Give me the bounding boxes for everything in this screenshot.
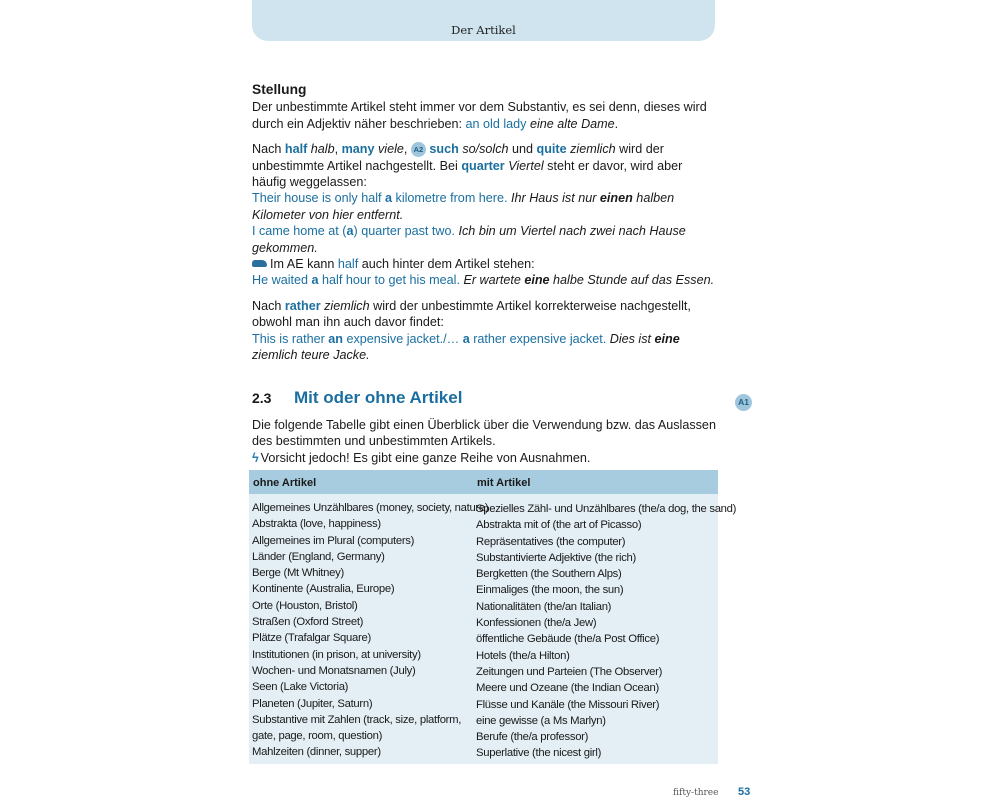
column-ohne-artikel	[252, 500, 488, 761]
table-cell: Berge (Mt Whitney)	[252, 567, 344, 580]
table-cell: Allgemeines im Plural (computers)	[252, 534, 415, 547]
page-number: 53	[738, 786, 751, 798]
table-cell: Straßen (Oxford Street)	[252, 616, 364, 629]
section-title: Mit oder ohne Artikel	[294, 388, 463, 407]
american-english-car-icon	[252, 260, 267, 267]
example-2: I came home at (a) quarter past two.	[252, 224, 456, 239]
chapter-title: Der Artikel	[451, 23, 516, 37]
stellung-heading: Stellung	[252, 82, 307, 97]
warning-line: ϟ Vorsicht jedoch! Es gibt eine ganze Reihe von Ausnahmen.	[252, 450, 591, 465]
table-cell: Plätze (Trafalgar Square)	[252, 632, 371, 645]
section-heading	[252, 388, 718, 408]
example-4: This is rather an expensive jacket./… a rather expensive jacket.	[252, 331, 607, 346]
table-cell: Zeitungen und Parteien (The Observer)	[476, 665, 663, 678]
table-cell: Bergketten (the Southern Alps)	[476, 568, 622, 581]
table-cell: Konfessionen (the/a Jew)	[476, 617, 597, 630]
article-table	[249, 470, 737, 764]
table-cell: Kontinente (Australia, Europe)	[252, 583, 395, 596]
page-number-words: fifty-three	[673, 788, 719, 798]
table-header	[249, 470, 718, 494]
table-cell: Allgemeines Unzählbares (money, society, nature)	[252, 502, 489, 514]
table-cell: Repräsentatives (the computer)	[476, 535, 626, 548]
table-cell: Mahlzeiten (dinner, supper)	[252, 746, 381, 759]
table-cell: Wochen- und Monatsnamen (July)	[252, 664, 416, 677]
table-cell: gate, page, room, question)	[252, 730, 383, 743]
paragraph-1: Der unbestimmte Artikel steht immer vor dem Substantiv, es sei denn, dieses wird durch ein Adjektiv näher beschrieben: an old lady eine alte Dame.	[252, 100, 707, 131]
example-1: Their house is only half a kilometre from here.	[252, 191, 508, 206]
header-ohne-artikel: ohne Artikel	[253, 477, 317, 489]
level-badge-a2: A2	[411, 142, 426, 157]
table-cell: Institutionen (in prison, at university)	[252, 648, 421, 661]
table-cell: Nationalitäten (the/an Italian)	[476, 600, 612, 613]
paragraph-3: Nach rather ziemlich wird der unbestimmte Artikel korrekterweise nachgestellt, obwohl man ihn auch davor findet: This is rather an expensive jacket./… a rather expensive jacket. Dies ist eine ziemlich teure Jacke.	[252, 298, 691, 363]
intro-text: Die folgende Tabelle gibt einen Überblick über die Verwendung bzw. das Auslassen des bestimmten und unbestimmten Artikels.	[252, 418, 716, 449]
table-cell: Hotels (the/a Hilton)	[476, 649, 570, 662]
table-cell: Meere und Ozeane (the Indian Ocean)	[476, 682, 659, 695]
table-cell: Flüsse und Kanäle (the Missouri River)	[476, 698, 660, 711]
table-cell: Spezielles Zähl- und Unzählbares (the/a dog, the sand)	[476, 503, 737, 515]
header-mit-artikel: mit Artikel	[477, 477, 531, 489]
table-cell: Berufe (the/a professor)	[476, 731, 589, 744]
section-number: 2.3	[252, 390, 272, 406]
section-intro	[252, 417, 718, 466]
stellung-section	[252, 82, 718, 373]
table-cell: Länder (England, Germany)	[252, 550, 385, 563]
lightning-icon: ϟ	[252, 450, 259, 465]
column-mit-artikel	[476, 501, 736, 762]
table-cell: Seen (Lake Victoria)	[252, 681, 349, 694]
table-cell: Einmaliges (the moon, the sun)	[476, 584, 624, 597]
chapter-tab	[252, 0, 715, 41]
table-cell: Abstrakta (love, happiness)	[252, 518, 381, 531]
table-cell: Substantivierte Adjektive (the rich)	[476, 551, 636, 564]
table-cell: eine gewisse (a Ms Marlyn)	[476, 714, 606, 727]
table-cell: Planeten (Jupiter, Saturn)	[252, 697, 373, 710]
table-cell: Superlative (the nicest girl)	[476, 747, 602, 760]
table-cell: Orte (Houston, Bristol)	[252, 599, 358, 612]
table-cell: öffentliche Gebäude (the/a Post Office)	[476, 633, 660, 646]
table-cell: Abstrakta mit of (the art of Picasso)	[476, 519, 642, 532]
example-3: He waited a half hour to get his meal.	[252, 273, 460, 288]
table-cell: Substantive mit Zahlen (track, size, platform,	[252, 713, 462, 726]
paragraph-2: Nach half halb, many viele, A2 such so/solch und quite ziemlich wird der unbestimmte Artikel nachgestellt. Bei quarter Viertel steht er davor, wird aber häufig weggelassen: Their house is only half a kilometre from here. Ihr Haus ist nur einen halben Kilometer von hier entfernt. I came home at (a) quarter past two. Ich bin um Viertel nach zwei nach Hause gekommen. Im AE kann half auch hinter dem Artikel stehen: He waited a half hour to get his meal. Er wartete eine halbe Stunde auf das Essen.	[252, 142, 715, 288]
level-badge-a1: A1	[735, 394, 752, 411]
